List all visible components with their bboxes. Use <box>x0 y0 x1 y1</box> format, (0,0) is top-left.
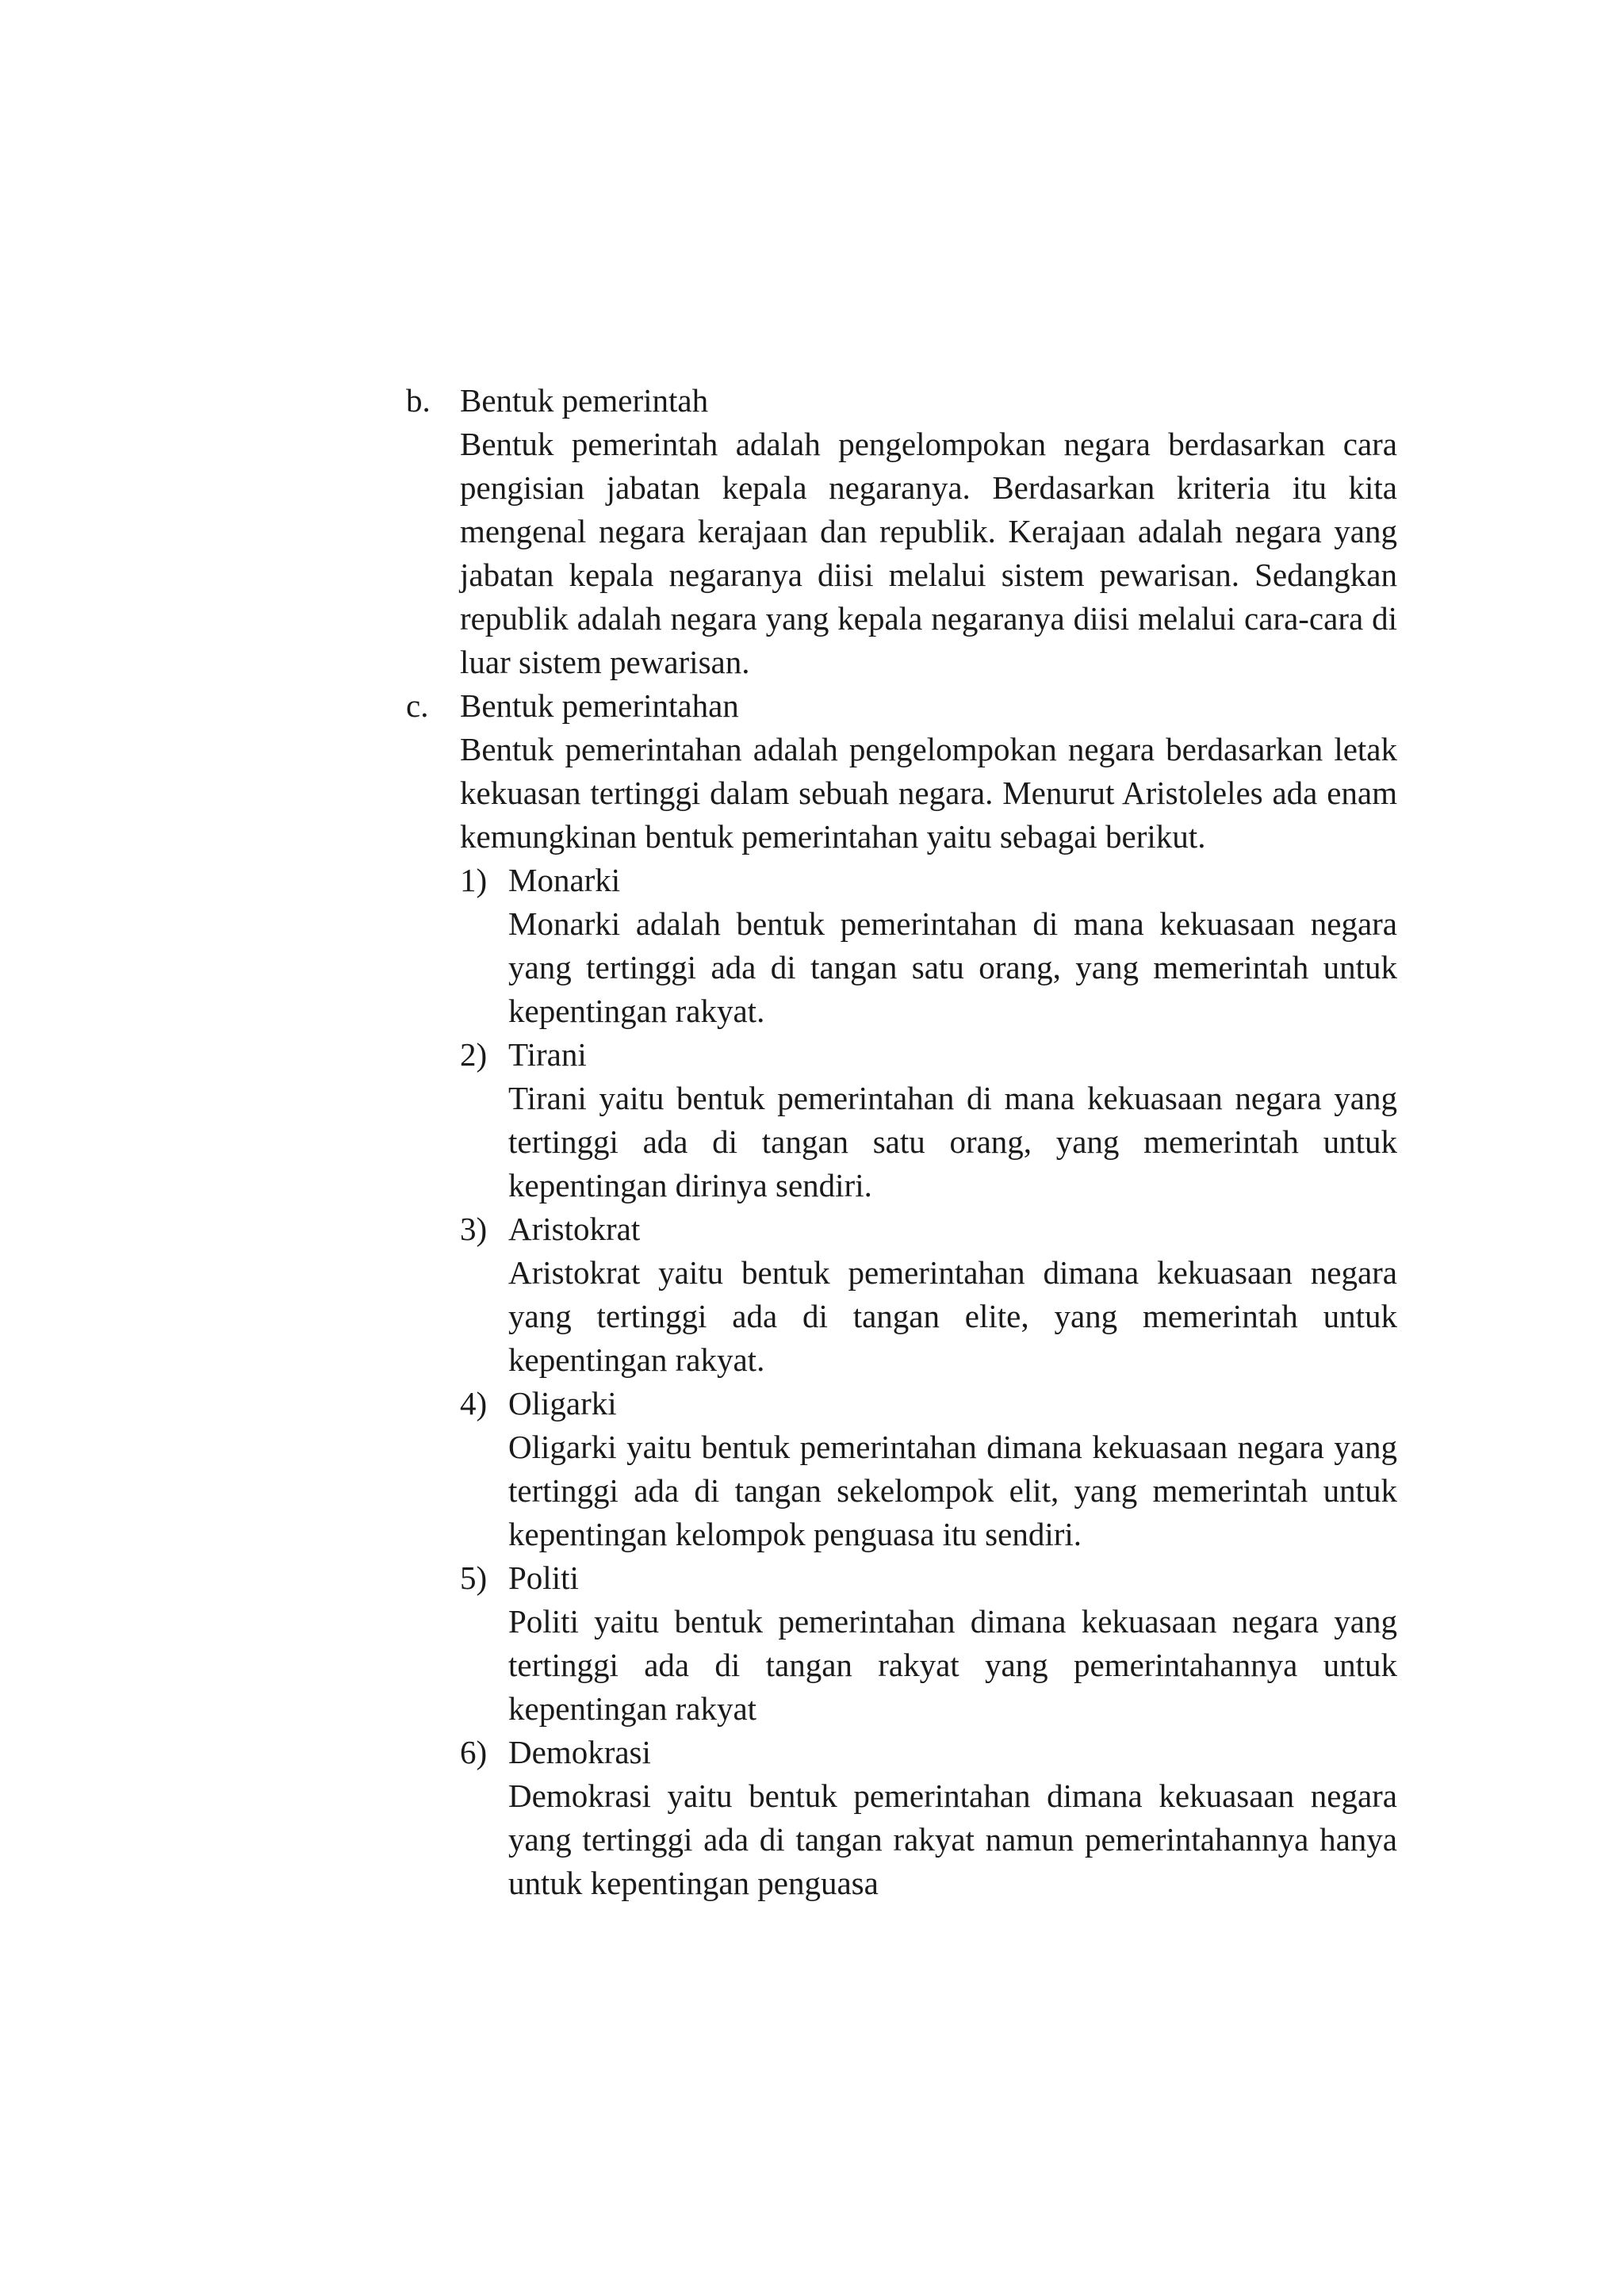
list-item-c <box>406 684 1397 1905</box>
list-marker: c. <box>406 687 429 724</box>
sublist-item-tirani <box>460 1033 1397 1207</box>
document-body <box>406 379 1397 1905</box>
sublist-marker: 3) <box>460 1211 488 1247</box>
sublist-heading: Monarki <box>508 862 621 898</box>
sublist-item-monarki <box>460 859 1397 1033</box>
sublist-item-oligarki <box>460 1382 1397 1556</box>
sublist <box>460 859 1397 1905</box>
sublist-heading: Demokrasi <box>508 1734 651 1770</box>
list-item-b <box>406 379 1397 684</box>
sublist-marker: 2) <box>460 1036 488 1073</box>
sublist-heading: Politi <box>508 1559 579 1596</box>
section-paragraph: Bentuk pemerintahan adalah pengelompokan negara berdasarkan letak kekuasan tertinggi dalam sebuah negara. Menurut Aristoleles ada enam kemungkinan bentuk pemerintahan yaitu sebagai berikut. <box>460 731 1397 855</box>
sublist-paragraph: Aristokrat yaitu bentuk pemerintahan dimana kekuasaan negara yang tertinggi ada di tangan elite, yang memerintah untuk kepentingan rakyat. <box>508 1254 1397 1378</box>
sublist-item-politi <box>460 1556 1397 1731</box>
sublist-paragraph: Tirani yaitu bentuk pemerintahan di mana kekuasaan negara yang tertinggi ada di tangan satu orang, yang memerintah untuk kepentingan dirinya sendiri. <box>508 1080 1397 1203</box>
sublist-paragraph: Monarki adalah bentuk pemerintahan di mana kekuasaan negara yang tertinggi ada di tangan satu orang, yang memerintah untuk kepentingan rakyat. <box>508 905 1397 1029</box>
sublist-heading: Tirani <box>508 1036 587 1073</box>
sublist-heading: Aristokrat <box>508 1211 641 1247</box>
sublist-item-demokrasi <box>460 1731 1397 1905</box>
sublist-paragraph: Politi yaitu bentuk pemerintahan dimana kekuasaan negara yang tertinggi ada di tangan rakyat yang pemerintahannya untuk kepentingan rakyat <box>508 1603 1397 1727</box>
list-marker: b. <box>406 382 431 419</box>
sublist-marker: 6) <box>460 1734 488 1770</box>
sublist-paragraph: Oligarki yaitu bentuk pemerintahan dimana kekuasaan negara yang tertinggi ada di tangan sekelompok elit, yang memerintah untuk kepentingan kelompok penguasa itu sendiri. <box>508 1429 1397 1552</box>
sublist-marker: 1) <box>460 862 488 898</box>
sublist-item-aristokrat <box>460 1207 1397 1382</box>
sublist-marker: 5) <box>460 1559 488 1596</box>
sublist-paragraph: Demokrasi yaitu bentuk pemerintahan dimana kekuasaan negara yang tertinggi ada di tangan rakyat namun pemerintahannya hanya untuk kepentingan penguasa <box>508 1777 1397 1901</box>
sublist-marker: 4) <box>460 1385 488 1422</box>
section-heading-bentuk-pemerintah: Bentuk pemerintah <box>460 382 709 419</box>
section-paragraph: Bentuk pemerintah adalah pengelompokan negara berdasarkan cara pengisian jabatan kepala negaranya. Berdasarkan kriteria itu kita mengenal negara kerajaan dan republik. Kerajaan adalah negara yang jabatan kepala negaranya diisi melalui sistem pewarisan. Sedangkan republik adalah negara yang kepala negaranya diisi melalui cara-cara di luar sistem pewarisan. <box>460 426 1397 680</box>
section-heading-bentuk-pemerintahan: Bentuk pemerintahan <box>460 687 739 724</box>
sublist-heading: Oligarki <box>508 1385 617 1422</box>
